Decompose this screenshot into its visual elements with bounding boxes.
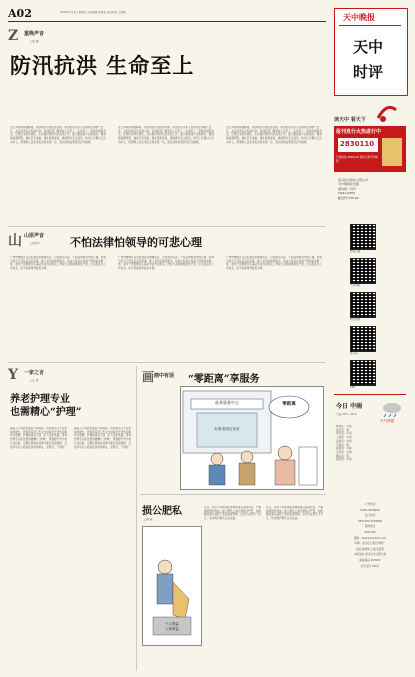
cartoon-column	[142, 370, 182, 384]
column-letter-icon: Z	[8, 28, 19, 44]
author: □张 刚	[30, 40, 39, 43]
weather-lines: 驿城区：中雨 遂平县：阴 西平县：小雨 上蔡县：中雨 汝南县：中雨 平舆县：阴 新蔡县：中雨 正阳县：中雨 确山县：阴 泌阳县：中雨	[336, 425, 352, 462]
column-label-1	[8, 28, 128, 48]
masthead-brand: 天中晚报	[343, 12, 375, 22]
divider-1	[8, 226, 326, 227]
weather-temp: 气温 22℃~26℃	[336, 413, 357, 416]
column-letter-icon: 山	[8, 233, 22, 249]
header-rule	[8, 21, 326, 22]
body-3-col2: 随着人口老龄化程度不断加深，养老服务人才需求持续增长。教育部等部门发文支持院校开设老年服务与管理、护理等相关专业，扩大招生规模。养老护理专业的发展需要精心“护理”，既要提升学生的专业技能，也要完善就业保障与职业发展通道，让更多年轻人愿意投身养老事业，留得住、干得好。	[74, 427, 132, 449]
divider-3	[136, 366, 137, 671]
divider-2	[8, 362, 326, 363]
sidebar	[334, 98, 406, 672]
body-1-col3: 近日多地持续强降雨，局部地区出现洪涝灾害。防汛抗洪关系人民群众生命财产安全，关系经济社会发展大局。各地各部门要坚持人民至上、生命至上，统筹发展和安全，压紧压实防汛责任，扎实做好防汛抗洪各项工作，最大限度减少灾害损失。要加强监测预警，做好应急准备，强化隐患排查，确保群众安全度汛。防汛工作要以人民为中心，把保障人民生命安全放在第一位，落实落细各项防范应对措施。	[226, 126, 322, 144]
article-2	[8, 228, 326, 362]
weather-icon	[380, 401, 402, 417]
column-name: 重晚声音	[24, 31, 45, 37]
weather-box	[334, 394, 406, 499]
author: □王 勇	[30, 379, 39, 382]
divider-4	[140, 494, 326, 495]
ad-price: 2830110	[340, 140, 375, 148]
body-4-col2: 近日，有村干部利用职务便利侵占集体资金，严重损害群众利益。损公肥私之举必须依法严惩，同时要加强对基层干部的监督管理，让权力在阳光下运行，切实维护群众合法权益。	[266, 506, 324, 521]
column-name: 山原声音	[24, 233, 45, 239]
slogan: 读天中 看天下	[334, 117, 366, 123]
ad-text: 订阅热线 2830110 欢迎订阅天中晚报	[336, 156, 378, 163]
column-label-3	[8, 367, 108, 387]
body-4-col1: 近日，有村干部利用职务便利侵占集体资金，严重损害群众利益。损公肥私之举必须依法严惩，同时要加强对基层干部的监督管理，让权力在阳光下运行，切实维护群众合法权益。	[204, 506, 262, 521]
headline-3: 养老护理专业 也需精心“护理”	[10, 394, 82, 418]
ad-graphic	[382, 138, 402, 166]
headline-4: 损公肥私	[142, 506, 182, 517]
qr-code-1[interactable]	[350, 224, 376, 250]
body-2-col2: 广州市增城区官员处置乱象被曝光后，引发舆论关注。不怕法律怕领导的心理，折射出部分干部法治意识淡薄、唯上是从的错误观念。依法行政是对各级干部的基本要求，领导干部更要带头尊法学法守法用法，把权力关进制度的笼子里，让法治成为工作常态，而不是看领导脸色办事。	[118, 256, 214, 271]
qr-code-5[interactable]	[350, 360, 376, 386]
qr-label-4: 驻马店	[350, 352, 358, 355]
masthead-rule	[339, 25, 401, 26]
author: □刘学平	[30, 242, 41, 245]
article-4	[140, 496, 326, 672]
qr-code-4[interactable]	[350, 326, 376, 352]
article-4-cartoon	[142, 526, 202, 646]
contacts: 广告热线 0396-3838968 发行热线 2837289 2838828 新闻热线 2837289 邮箱：tzwbsxb@163.com 印刷：驻马店日报社印刷厂 总编 杨晓黎 主编 张建民 本报地址 驻马店市文明大道 邮政编码 463000 全年定价 180元	[353, 503, 387, 568]
sponsor-info: 驻马店日报社主管主办 天中晚报社出版 国内统一刊号 CN41-0083 邮发代号35-62	[338, 178, 369, 200]
page-number: A02	[8, 7, 32, 20]
cartoon-section	[140, 366, 326, 492]
column-name: 一家之言	[24, 370, 45, 376]
headline-2: 不怕法律怕领导的可悲心理	[70, 236, 202, 249]
headline-1: 防汛抗洪 生命至上	[10, 53, 195, 78]
masthead-section: 天中	[353, 38, 384, 56]
body-3-col1: 随着人口老龄化程度不断加深，养老服务人才需求持续增长。教育部等部门发文支持院校开设老年服务与管理、护理等相关专业，扩大招生规模。养老护理专业的发展需要精心“护理”，既要提升学生的专业技能，也要完善就业保障与职业发展通道，让更多年轻人愿意投身养老事业，留得住、干得好。	[10, 427, 68, 449]
qr-code-2[interactable]	[350, 258, 376, 284]
article-3	[8, 365, 134, 671]
cartoon-bubble: 零距离	[282, 402, 296, 407]
date-line: 2019年7月7日 星期日 责任编辑 赵青莲 责任校对 王慧如	[60, 11, 126, 14]
body-2-col1: 广州市增城区官员处置乱象被曝光后，引发舆论关注。不怕法律怕领导的心理，折射出部分干部法治意识淡薄、唯上是从的错误观念。依法行政是对各级干部的基本要求，领导干部更要带头尊法学法守法用法，把权力关进制度的笼子里，让法治成为工作常态，而不是看领导脸色办事。	[10, 256, 106, 271]
column-name: 画中有话	[154, 373, 175, 379]
weather-label: 天气预报	[380, 419, 395, 423]
qr-label-3: 新浪微博	[350, 318, 361, 321]
ad-banner	[334, 126, 406, 172]
masthead-section2: 时评	[353, 63, 384, 81]
weather-title: 今日 中雨	[336, 403, 363, 410]
cartoon-image	[180, 386, 324, 490]
qr-label-2: 天中晚报	[350, 284, 361, 287]
qr-label-1: 微信扫描	[350, 250, 361, 253]
masthead	[334, 8, 408, 96]
article-1	[8, 26, 326, 226]
body-1-col2: 近日多地持续强降雨，局部地区出现洪涝灾害。防汛抗洪关系人民群众生命财产安全，关系经济社会发展大局。各地各部门要坚持人民至上、生命至上，统筹发展和安全，压紧压实防汛责任，扎实做好防汛抗洪各项工作，最大限度减少灾害损失。要加强监测预警，做好应急准备，强化隐患排查，确保群众安全度汛。防汛工作要以人民为中心，把保障人民生命安全放在第一位，落实落细各项防范应对措施。	[118, 126, 214, 144]
cartoon-sign: 政务服务中心	[215, 400, 239, 405]
cartoon-caption: 有事请到这里来	[214, 427, 240, 431]
page-header	[8, 6, 328, 20]
body-1-col1: 近日多地持续强降雨，局部地区出现洪涝灾害。防汛抗洪关系人民群众生命财产安全，关系经济社会发展大局。各地各部门要坚持人民至上、生命至上，统筹发展和安全，压紧压实防汛责任，扎实做好防汛抗洪各项工作，最大限度减少灾害损失。要加强监测预警，做好应急准备，强化隐患排查，确保群众安全度汛。防汛工作要以人民为中心，把保障人民生命安全放在第一位，落实落细各项防范应对措施。	[10, 126, 106, 144]
qr-label-5: APP	[350, 386, 355, 389]
cartoon-title: “零距离”享服务	[188, 374, 260, 385]
qr-code-3[interactable]	[350, 292, 376, 318]
author: □徐 骏	[144, 518, 153, 521]
ad-title: 报刊发行火热进行中	[336, 129, 382, 135]
cartoon-caption-2: 个人利益 公家利益	[165, 622, 179, 631]
column-letter-icon: Y	[8, 367, 18, 383]
column-letter-icon: 画	[142, 370, 155, 384]
body-2-col3: 广州市增城区官员处置乱象被曝光后，引发舆论关注。不怕法律怕领导的心理，折射出部分干部法治意识淡薄、唯上是从的错误观念。依法行政是对各级干部的基本要求，领导干部更要带头尊法学法守法用法，把权力关进制度的笼子里，让法治成为工作常态，而不是看领导脸色办事。	[226, 256, 322, 271]
